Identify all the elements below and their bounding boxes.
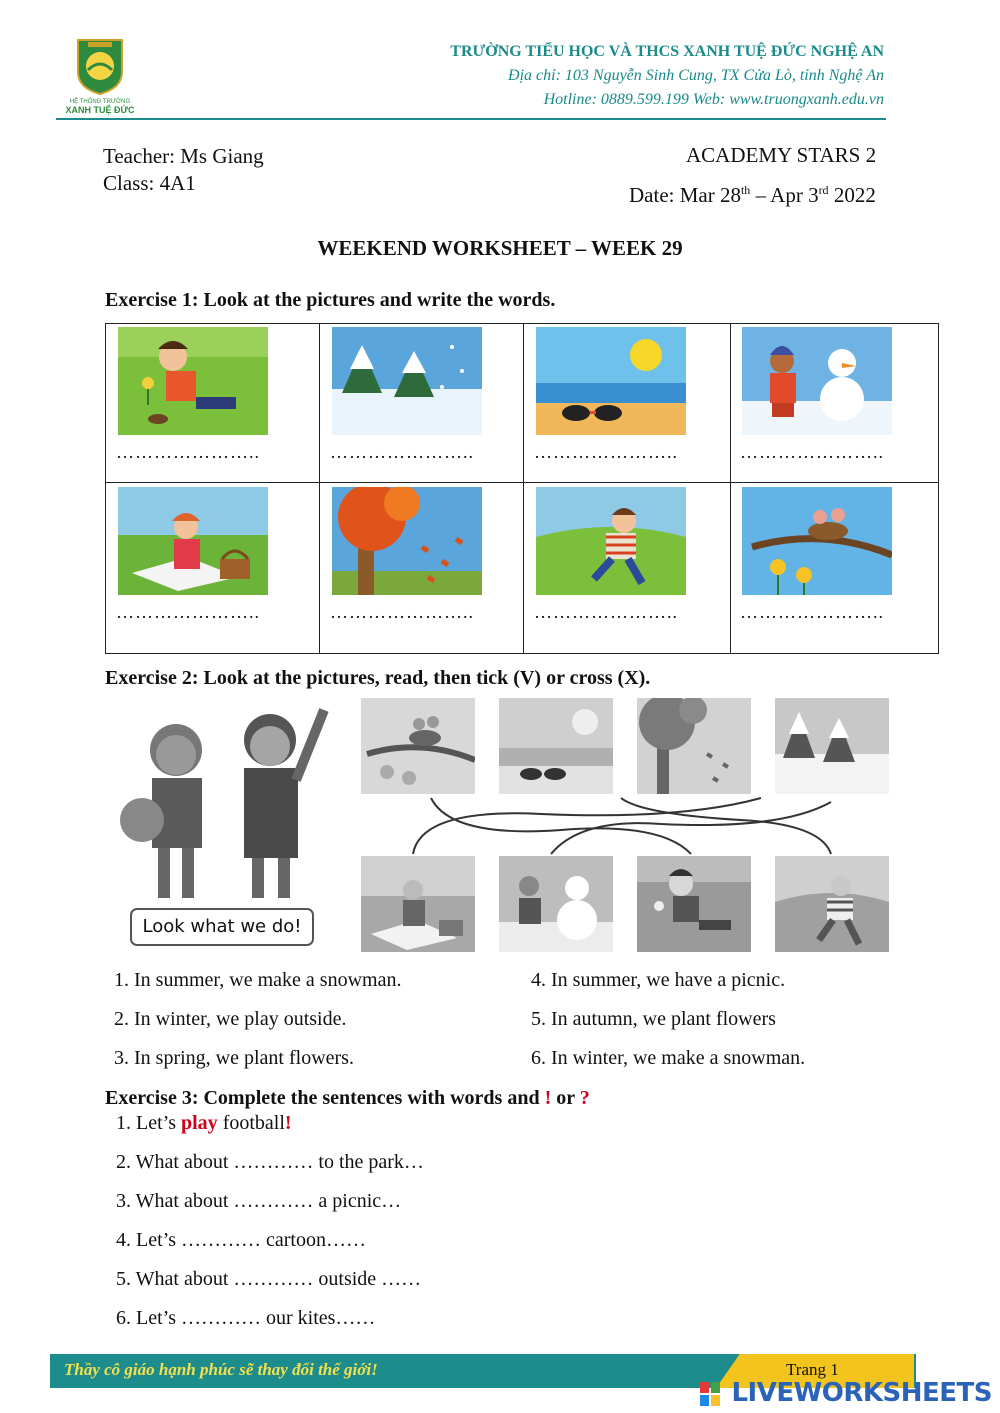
book-label: ACADEMY STARS 2: [686, 143, 877, 167]
ex2-summer-beach-picture: [499, 698, 613, 794]
ex1-cell-3: [526, 324, 732, 484]
ex2-winter-snow-picture: [775, 698, 889, 794]
exercise1-heading: Exercise 1: Look at the pictures and write the words.: [105, 289, 556, 311]
sentence-4[interactable]: 4. Let’s ………… cartoon……: [116, 1229, 366, 1251]
make-snowman-picture: [742, 327, 892, 435]
ex2-have-picnic-picture: [361, 856, 475, 952]
ex2-autumn-leaves-picture: [637, 698, 751, 794]
class-label: Class: 4A1: [103, 171, 196, 195]
summer-beach-picture: [536, 327, 686, 435]
statement-3: 3. In spring, we plant flowers.: [114, 1047, 354, 1069]
ex2-play-outside-picture: [775, 856, 889, 952]
ex1-cell-5: [108, 484, 314, 644]
exercise3-heading: Exercise 3: Complete the sentences with words and ! or ?: [105, 1087, 590, 1109]
ex2-spring-birds-picture: [361, 698, 475, 794]
school-contact: Hotline: 0889.599.199 Web: www.truongxanh.edu.vn: [543, 91, 884, 108]
footer-motto: Thầy cô giáo hạnh phúc sẽ thay đổi thế giới!: [64, 1360, 378, 1379]
ex1-cell-8: [732, 484, 938, 644]
answer-blank[interactable]: …………………..: [330, 442, 474, 462]
ex2-plant-flowers-picture: [637, 856, 751, 952]
liveworksheets-watermark[interactable]: LIVEWORKSHEETS: [731, 1378, 992, 1408]
school-name: TRƯỜNG TIỂU HỌC VÀ THCS XANH TUỆ ĐỨC NGHỆ AN: [450, 43, 884, 60]
exercise1-grid: [105, 323, 939, 654]
have-picnic-picture: [118, 487, 268, 595]
liveworksheets-logo-icon: [700, 1382, 720, 1406]
ex1-cell-6: [322, 484, 528, 644]
statement-6: 6. In winter, we make a snowman.: [531, 1047, 806, 1069]
logo-caption-bottom: XANH TUỆ ĐỨC: [65, 105, 135, 115]
statement-5: 5. In autumn, we plant flowers: [531, 1008, 776, 1030]
school-logo: [58, 36, 142, 116]
answer-blank[interactable]: …………………..: [740, 442, 884, 462]
ex2-make-snowman-picture: [499, 856, 613, 952]
date-label: Date: Mar 28th – Apr 3rd 2022: [629, 183, 876, 207]
spring-birds-picture: [742, 487, 892, 595]
play-outside-picture: [536, 487, 686, 595]
school-info: [450, 40, 884, 112]
teacher-label: Teacher: Ms Giang: [103, 144, 264, 168]
answer-blank[interactable]: …………………..: [116, 442, 260, 462]
statement-2: 2. In winter, we play outside.: [114, 1008, 347, 1030]
sentence-6[interactable]: 6. Let’s ………… our kites……: [116, 1307, 376, 1329]
plant-flowers-picture: [118, 327, 268, 435]
sentence-2[interactable]: 2. What about ………… to the park…: [116, 1151, 424, 1173]
winter-snow-picture: [332, 327, 482, 435]
logo-caption-top: HỆ THỐNG TRƯỜNG: [69, 99, 131, 105]
answer-blank[interactable]: …………………..: [330, 602, 474, 622]
page-number: Trang 1: [786, 1360, 839, 1379]
statement-4: 4. In summer, we have a picnic.: [531, 969, 786, 991]
school-address: Địa chỉ: 103 Nguyễn Sinh Cung, TX Cửa Lò, tỉnh Nghệ An: [508, 67, 884, 84]
answer-blank[interactable]: …………………..: [740, 602, 884, 622]
sentence-5[interactable]: 5. What about ………… outside ……: [116, 1268, 422, 1290]
ex1-cell-1: [108, 324, 314, 484]
answer-blank[interactable]: …………………..: [534, 442, 678, 462]
ex1-cell-2: [322, 324, 528, 484]
ex1-cell-7: [526, 484, 732, 644]
matching-lines: [361, 794, 891, 856]
children-illustration: [118, 700, 338, 905]
ex1-cell-4: [732, 324, 938, 484]
worksheet-title: WEEKEND WORKSHEET – WEEK 29: [317, 236, 683, 260]
header-divider: [56, 118, 886, 120]
sentence-example: 1. Let’s play football!: [116, 1112, 292, 1134]
autumn-leaves-picture: [332, 487, 482, 595]
speech-bubble: Look what we do!: [130, 908, 314, 946]
statement-1: 1. In summer, we make a snowman.: [114, 969, 402, 991]
answer-blank[interactable]: …………………..: [116, 602, 260, 622]
sentence-3[interactable]: 3. What about ………… a picnic…: [116, 1190, 402, 1212]
exercise2-heading: Exercise 2: Look at the pictures, read, then tick (V) or cross (X).: [105, 667, 651, 689]
answer-blank[interactable]: …………………..: [534, 602, 678, 622]
